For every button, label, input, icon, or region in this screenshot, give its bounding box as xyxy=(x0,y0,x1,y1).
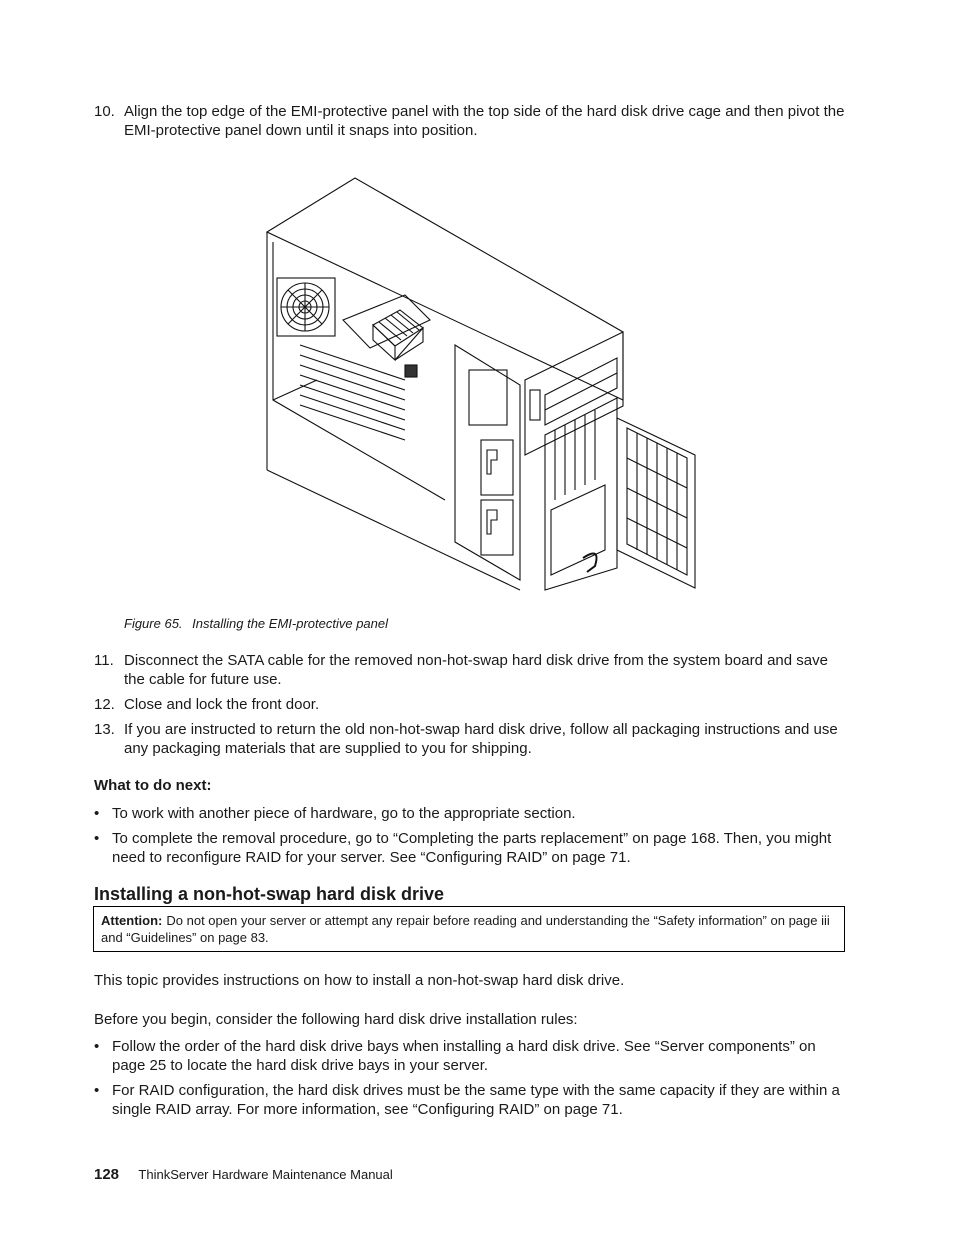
attention-label: Attention: xyxy=(101,913,163,928)
chassis-bottom-edge xyxy=(267,470,520,590)
bullet-icon: • xyxy=(94,1082,100,1099)
step-number: 11. xyxy=(94,652,114,669)
page-footer xyxy=(94,1166,393,1183)
drive-bracket xyxy=(481,500,513,555)
step-text: Close and lock the front door. xyxy=(124,696,320,713)
step-10 xyxy=(94,102,849,140)
step-text: Align the top edge of the EMI-protective panel with the top side of the hard disk drive cage and then pivot the EMI-protective panel down until it snaps into position. xyxy=(124,103,845,139)
step-12 xyxy=(94,695,849,714)
manual-title: ThinkServer Hardware Maintenance Manual xyxy=(138,1167,393,1182)
list-item xyxy=(94,829,849,867)
next-steps-heading: What to do next: xyxy=(94,777,212,794)
drive-bracket xyxy=(481,440,513,495)
figure-caption xyxy=(124,616,388,631)
list-item-text: For RAID configuration, the hard disk drives must be the same type with the same capacity if they are within a single RAID array. For more information, see “Configuring RAID” on page 71. xyxy=(112,1082,840,1118)
step-number: 10. xyxy=(94,103,115,120)
bullet-icon: • xyxy=(94,830,100,847)
list-item-text: To complete the removal procedure, go to “Completing the parts replacement” on page 168. Then, you might need to reconfigure RAID for your server. See “Configuring RAID” on page 71. xyxy=(112,830,832,866)
pivot-arrow-icon xyxy=(583,554,597,573)
figure-number: Figure 65. xyxy=(124,616,183,631)
front-door xyxy=(617,418,695,588)
step-13 xyxy=(94,720,849,758)
list-item xyxy=(94,804,849,823)
page-number: 128 xyxy=(94,1166,120,1183)
list-item-text: To work with another piece of hardware, go to the appropriate section. xyxy=(112,805,576,822)
list-item-text: Follow the order of the hard disk drive bays when installing a hard disk drive. See “Server components” on page 25 to locate the hard disk drive bays in your server. xyxy=(112,1038,816,1074)
attention-box xyxy=(93,906,845,952)
step-number: 12. xyxy=(94,696,115,713)
list-item xyxy=(94,1037,849,1075)
step-11 xyxy=(94,651,849,689)
figure-caption-text: Installing the EMI-protective panel xyxy=(192,616,388,631)
bullet-icon: • xyxy=(94,805,100,822)
step-number: 13. xyxy=(94,721,115,738)
section-title: Installing a non-hot-swap hard disk drive xyxy=(94,884,445,904)
emi-panel-illustration xyxy=(255,170,715,600)
list-item xyxy=(94,1081,849,1119)
step-text: If you are instructed to return the old non-hot-swap hard disk drive, follow all packaging instructions and use any packaging materials that are supplied to you for shipping. xyxy=(124,721,838,757)
expansion-slots xyxy=(300,345,405,440)
intro-paragraph: This topic provides instructions on how to install a non-hot-swap hard disk drive. xyxy=(94,972,625,989)
attention-text: Do not open your server or attempt any repair before reading and understanding the “Safety information” on page iii and “Guidelines” on page 83. xyxy=(101,913,830,945)
rules-intro-paragraph: Before you begin, consider the following hard disk drive installation rules: xyxy=(94,1011,578,1028)
step-text: Disconnect the SATA cable for the removed non-hot-swap hard disk drive from the system board and save the cable for future use. xyxy=(124,652,828,688)
bullet-icon: • xyxy=(94,1038,100,1055)
chip-icon xyxy=(405,365,417,377)
